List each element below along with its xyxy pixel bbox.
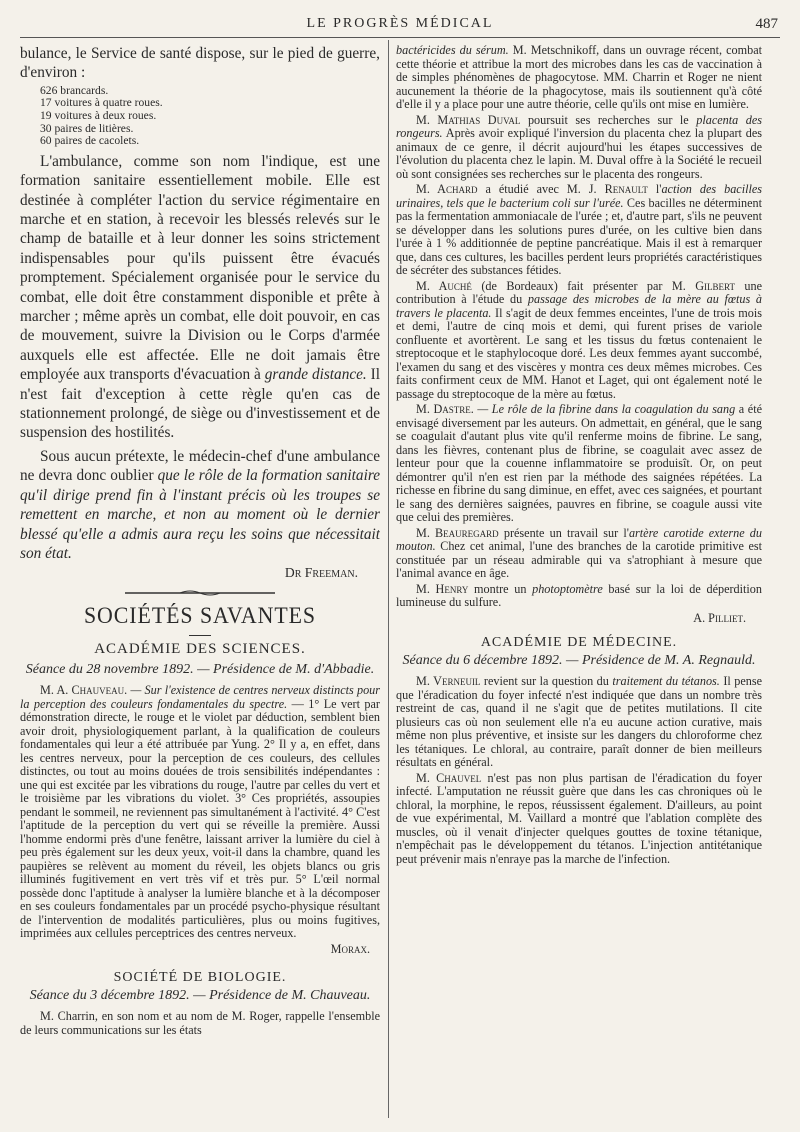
paragraph: M. Verneuil revient sur la question du traitement du tétanos. Il pense que l'éradication du foyer infecté n'est indiquée que dans un nombre très restreint de cas, quand il ne s'agit que de petites mutilations. Il cite plusieurs cas où non seulement elle n'a eu aucune action curative, mais même non plus préventive, et insiste sur les dangers du chloroforme chez les tétaniques. Le chloral, au contraire, paraît donner de bien meilleurs résultats en général. [396,674,762,769]
paragraph: M. Henry montre un photoptomètre basé sur la loi de déperdition lumineuse du sulfure. [396,581,762,609]
column-divider [388,40,389,1118]
paragraph: M. A. Chauveau. — Sur l'existence de centres nerveux distincts pour la perception des couleurs fondamentales du spectre. — 1° Le vert par démonstration directe, le rouge et le violet par déduction, semblent bien avoir droit, physiologiquement parlant, à la qualification de couleurs fondamentales qui leur a été attribuée par Yung. 2° Il y a, en effet, dans les centres nerveux, pour la perception de ces couleurs, des cellules distinctes, ou tout au moins douées de trois sensibilités indépendantes : une qui est excitée par les vibrations du rouge, l'autre par celles du vert et le troisième par les vibrations du violet. 3° Ces propriétés, assoupies pendant le sommeil, ne reviennent pas simultanément à l'activité. 4° C'est l'aptitude de la perception du vert qui se réveille la première. Aussi l'homme endormi près d'une fenêtre, laissant arriver la lumière du ciel à peu près également sur les deux yeux, voit-il dans la chambre, quand les paupières se relèvent au moment du réveil, les objets blancs ou gris illuminés fugitivement en vert très vif et très pur. 5° L'œil normal possède donc l'aptitude à analyser la lumière blanche et à la décomposer en ses couleurs fondamentales par un procédé psycho-physique résultant de l'intervention de modalités particulières, plus ou moins fugitives, imprimées aux cellules perceptrices des centres nerveux. [20,683,380,941]
right-column [396,44,762,866]
society-heading: SOCIÉTÉ DE BIOLOGIE. [113,970,287,986]
paragraph: M. Charrin, en son nom et au nom de M. Roger, rappelle l'ensemble de leurs communications sur les états [20,1009,380,1037]
signature: Dr Freeman. [284,565,358,581]
signature: Morax. [330,941,370,956]
left-column [20,44,380,1037]
paragraph: M. Dastre. — Le rôle de la fibrine dans la coagulation du sang a été envisagé diversement par les auteurs. On admettait, en général, que le sang se coagulait d'autant plus vite qu'il renferme moins de fibrine. Le sang, dans les fièvres, contenant plus de fibrine, se coagulait avec assez de lenteur pour que la couenne inflammatoire se produisît. Or, on peut démontrer qu'il n'en est rien par la méthode des saignées répétées. La richesse en fibrine du sang diminue, en effet, avec ces saignées, et pourtant le sang des dernières saignées, pauvres en fibrine, se coagule aussi vite que celui des premières. [396,402,762,524]
page-number: 487 [755,16,778,32]
paragraph: bactéricides du sérum. M. Metschnikoff, dans un ouvrage récent, combat cette théorie et attribue la mort des microbes dans les cas de vaccination à de simples phénomènes de phagocytose. MM. Charrin et Roger ne nient aucunement la théorie de la phagocytose, mais ils soutiennent qu'à côté d'elle il y a place pour une autre théorie, celle qu'ils ont mise en lumière. [396,44,762,111]
paragraph: Sous aucun prétexte, le médecin-chef d'une ambulance ne devra donc oublier que le rôle de la formation sanitaire qu'il dirige prend fin à l'instant précis où les troupes se remettent en marche, et non au moment où le dernier blessé qu'elle a admis aura reçu les soins que nécessitait son état. [20,447,380,562]
session-line: Séance du 6 décembre 1892. — Présidence de M. A. Regnauld. [402,653,756,668]
paragraph: bulance, le Service de santé dispose, sur le pied de guerre, d'environ : [20,45,380,82]
short-rule [189,635,211,636]
session-line: Séance du 3 décembre 1892. — Présidence de M. Chauveau. [29,988,371,1004]
list-item: 19 voitures à deux roues. [40,109,157,122]
paragraph: M. Chauvel n'est pas non plus partisan de l'éradication du foyer infecté. L'amputation ne réussit guère que dans les cas chroniques où le chloral, la morphine, le repos, réussissent également. D'ailleurs, au point de vue expérimental, M. Vaillard a montré que l'ablation complète des muscles, où il venait d'injecter quelques gouttes de toxine tétanique, n'empêchait pas le développement du tétanos. L'injection antitétanique peut prévenir mais n'enraye pas la marche de l'infection. [396,770,762,866]
paragraph: M. Achard a étudié avec M. J. Renault l'action des bacilles urinaires, tels que le bacterium coli sur l'urée. Ces bacilles ne déterminent pas la fermentation ammoniacale de l'urée ; et, d'autre part, s'ils ne peuvent se développer dans les solutions pures d'urée, on les cultive bien dans l'urée à 1 % additionnée de peptine pancréatique. Mais il est à remarquer que, dans ces cultures, les bacilles perdent leurs propriétés caractéristiques de sécréter des substances fétides. [396,182,762,277]
signature: A. Pilliet. [693,610,746,625]
page-header [20,16,780,36]
equipment-list [40,85,380,148]
session-line: Séance du 28 novembre 1892. — Présidence de M. d'Abbadie. [25,662,375,678]
paragraph: M. Auché (de Bordeaux) fait présenter par M. Gilbert une contribution à l'étude du passage des microbes de la mère au fœtus à travers le placenta. Il s'agit de deux femmes enceintes, l'une de trois mois et demi, l'autre de cinq mois et demi, qui furent prises de variole confluente et avortèrent. Le sang et les tissus du fœtus contenaient le streptocoque et le staphylocoque doré. Les deux femmes ayant succombé, l'examen du sang et des viscères y montra ces deux mêmes microbes. Ces faits confirment ceux de MM. Hanot et Laget, qui ont également noté le passage du streptocoque de la mère au fœtus. [396,278,762,401]
ornament-divider [125,589,275,597]
society-heading: ACADÉMIE DES SCIENCES. [94,641,306,658]
section-title: SOCIÉTÉS SAVANTES [83,603,317,629]
journal-title: LE PROGRÈS MÉDICAL [306,16,494,31]
header-rule [20,37,780,38]
society-heading: ACADÉMIE DE MÉDECINE. [480,635,678,650]
list-item: 626 brancards. [40,83,109,97]
paragraph: M. Mathias Duval poursuit ses recherches sur le placenta des rongeurs. Après avoir expliqué l'inversion du placenta chez la plupart des animaux de ce genre, il décrit aujourd'hui les étapes successives de l'évolution du placenta chez le lapin. M. Duval offre à la Société le recueil où sont consignées ses recherches sur le placenta des rongeurs. [396,112,762,181]
list-item: 17 voitures à quatre roues. [40,96,163,110]
paragraph: L'ambulance, comme son nom l'indique, est une formation sanitaire essentiellement mobile. Elle est destinée à compléter l'action du service régimentaire en marche et en station, à recevoir les blessés relevés sur le champ de bataille et à leur donner les soins strictement indispensables pour qu'ils puissent être évacués promptement. Spécialement organisée pour le service du combat, elle doit être constamment disponible et prête à marcher ; même après un combat, elle doit pouvoir, en cas de mouvement, suivre la Division ou le Corps d'armée auxquels elle est affectée. Elle ne doit jamais être employée aux transports d'évacuation à grande distance. Il n'est fait d'exception à cette règle qu'en cas de stationnement prolongé, de siège ou d'investissement et de suspension des hostilités. [20,152,380,442]
list-item: 30 paires de litières. [40,121,134,135]
paragraph: M. Beauregard présente un travail sur l'artère carotide externe du mouton. Chez cet animal, l'une des branches de la carotide primitive est constituée par un réseau admirable qui va s'atrophiant à mesure que l'animal avance en âge. [396,525,762,580]
list-item: 60 paires de cacolets. [40,134,140,148]
